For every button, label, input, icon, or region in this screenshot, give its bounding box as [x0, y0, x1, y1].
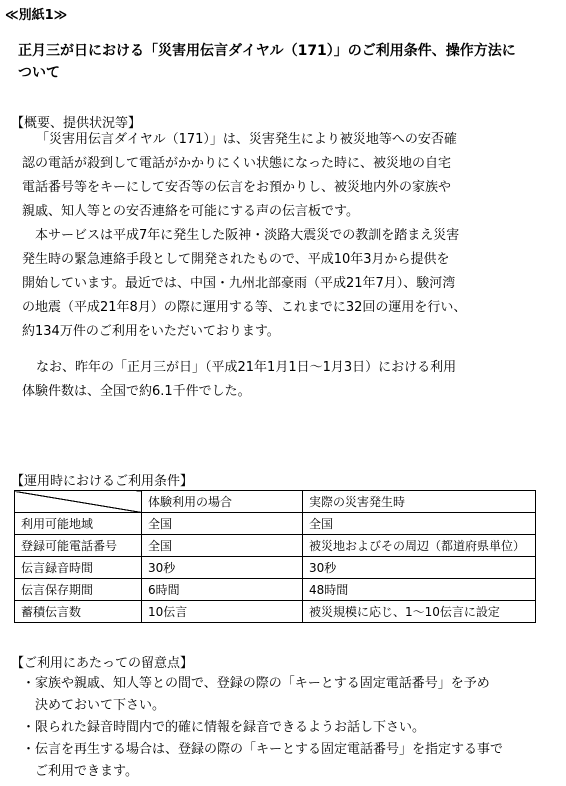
overview-note-line: なお、昨年の「正月三が日」（平成21年1月1日～1月3日）における利用 [36, 360, 457, 375]
notes-heading: 【ご利用にあたっての留意点】 [11, 656, 194, 671]
note-line: ご利用できます。 [22, 764, 138, 779]
table-row [15, 513, 536, 535]
table-header-row [15, 491, 536, 513]
table-row [15, 557, 536, 579]
document-title [18, 40, 516, 84]
notes-list [22, 673, 503, 783]
row-label: 蓄積伝言数 [15, 601, 142, 623]
overview-line: 発生時の緊急連絡手段として開発されたもので、平成10年3月から提供を [22, 252, 450, 267]
note-line: ・限られた録音時間内で的確に情報を録音できるようお話し下さい。 [22, 720, 426, 735]
overview-line: 認の電話が殺到して電話がかかりにくい状態になった時に、被災地の自宅 [22, 156, 452, 171]
overview-line: の地震（平成21年8月）の際に運用する等、これまでに32回の運用を行い、 [22, 300, 467, 315]
table-row [15, 535, 536, 557]
overview-line: 本サービスは平成7年に発生した阪神・淡路大震災での教訓を踏まえ災害 [35, 228, 460, 243]
cell-actual: 30秒 [303, 557, 536, 579]
note-line: ・家族や親戚、知人等との間で、登録の際の「キーとする固定電話番号」を予め [22, 676, 490, 691]
overview-body [22, 128, 466, 344]
table-row [15, 601, 536, 623]
title-line-2: ついて [18, 65, 60, 81]
note-line: ・伝言を再生する場合は、登録の際の「キーとする固定電話番号」を指定する事で [22, 742, 504, 757]
cell-trial: 30秒 [142, 557, 303, 579]
cell-trial: 全国 [142, 535, 303, 557]
row-label: 伝言録音時間 [15, 557, 142, 579]
cell-actual: 被災地およびその周辺（都道府県単位） [303, 535, 536, 557]
conditions-heading: 【運用時におけるご利用条件】 [11, 474, 194, 489]
column-header-trial: 体験利用の場合 [142, 491, 303, 513]
cell-actual: 全国 [303, 513, 536, 535]
document-label: ≪別紙1≫ [5, 8, 68, 23]
overview-line: 電話番号等をキーにして安否等の伝言をお預かりし、被災地内外の家族や [22, 180, 452, 195]
cell-trial: 6時間 [142, 579, 303, 601]
table-row [15, 579, 536, 601]
cell-trial: 10伝言 [142, 601, 303, 623]
note-line: 決めておいて下さい。 [22, 698, 166, 713]
row-label: 利用可能地域 [15, 513, 142, 535]
overview-line: 親戚、知人等との安否連絡を可能にする声の伝言板です。 [22, 204, 359, 219]
column-header-actual: 実際の災害発生時 [303, 491, 536, 513]
cell-trial: 全国 [142, 513, 303, 535]
overview-note [22, 356, 456, 404]
title-line-1: 正月三が日における「災害用伝言ダイヤル（171）」のご利用条件、操作方法に [18, 43, 516, 59]
cell-actual: 48時間 [303, 579, 536, 601]
table-corner-cell [15, 491, 142, 513]
overview-line: 約134万件のご利用をいただいております。 [22, 324, 280, 339]
conditions-table [14, 490, 536, 623]
cell-actual: 被災規模に応じ、1～10伝言に設定 [303, 601, 536, 623]
row-label: 伝言保存期間 [15, 579, 142, 601]
row-label: 登録可能電話番号 [15, 535, 142, 557]
overview-heading: 【概要、提供状況等】 [11, 116, 142, 131]
overview-line: 「災害用伝言ダイヤル（171）」は、災害発生により被災地等への安否確 [36, 132, 457, 147]
overview-note-line: 体験件数は、全国で約6.1千件でした。 [22, 384, 251, 399]
overview-line: 開始しています。最近では、中国・九州北部豪雨（平成21年7月）、駿河湾 [22, 276, 456, 291]
